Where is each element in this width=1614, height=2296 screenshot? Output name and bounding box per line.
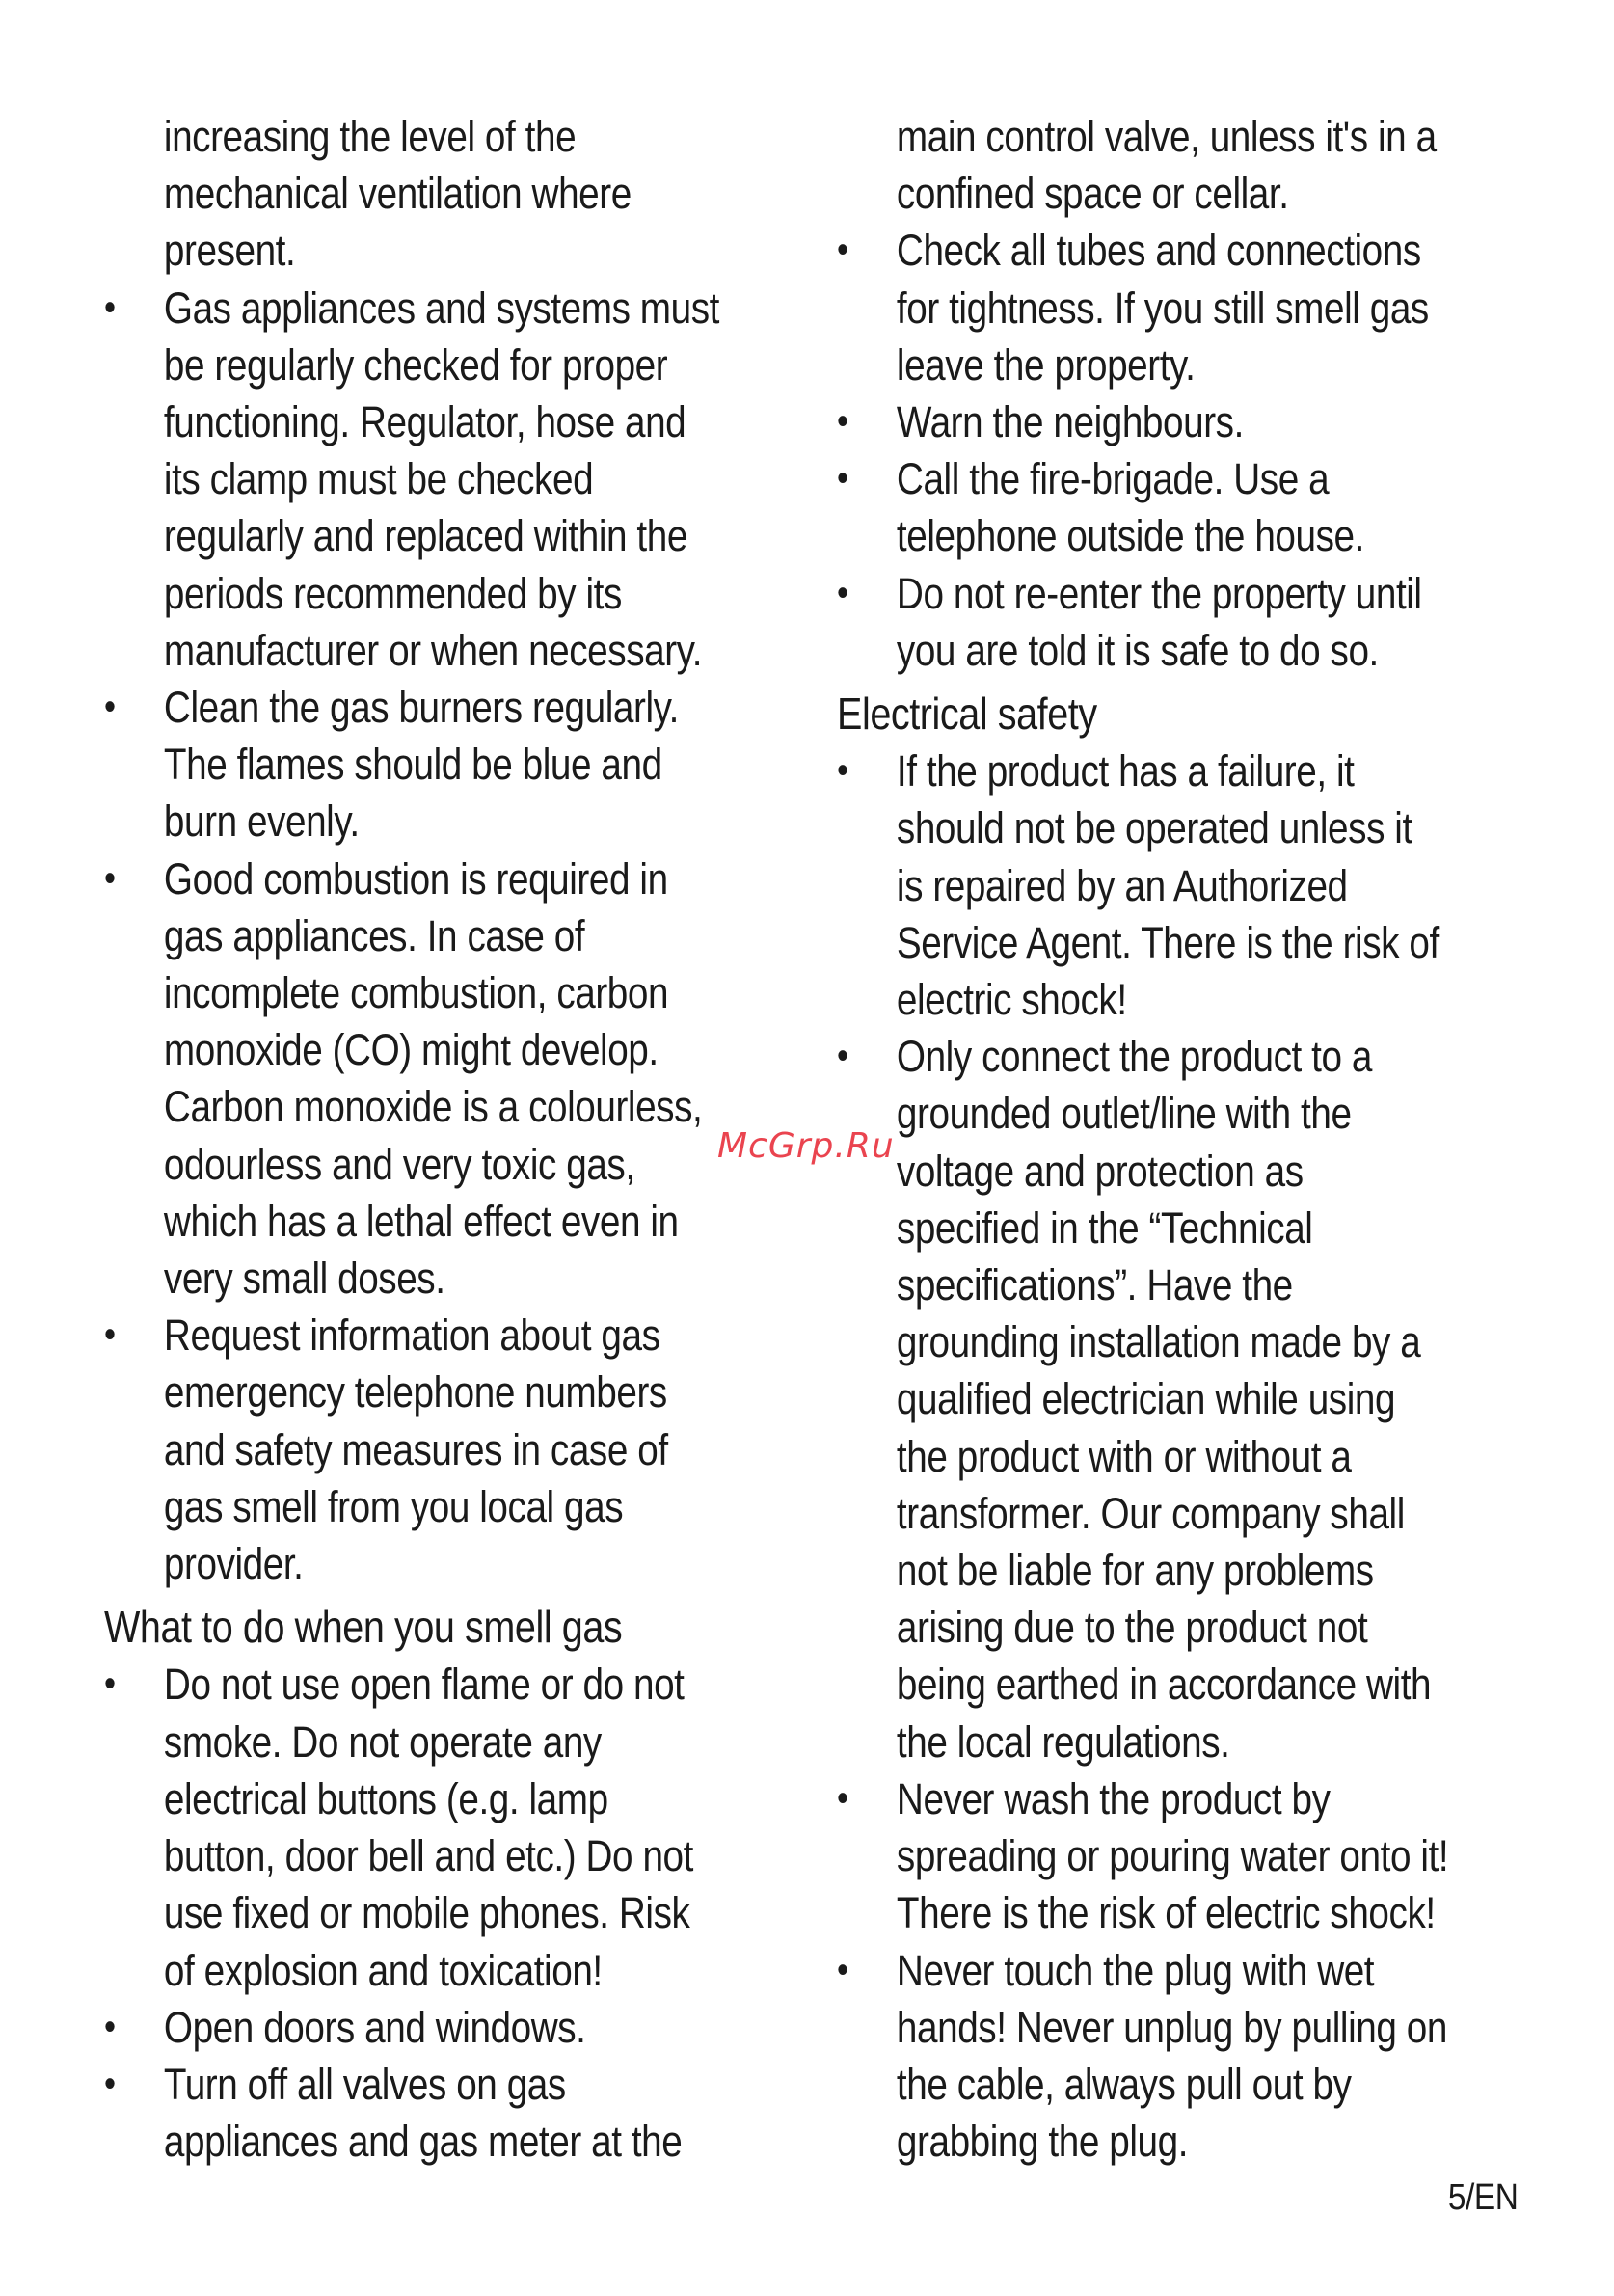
section-heading-smell-gas: What to do when you smell gas	[104, 1602, 623, 1653]
watermark: McGrp.Ru	[717, 1126, 895, 1166]
left-intro-text: increasing the level of the mechanical ventilation where present.	[163, 112, 632, 276]
bullet-icon: •	[837, 400, 848, 444]
list-item	[837, 1028, 1500, 1770]
list-item-text: Check all tubes and connections for tightness. If you still smell gas leave the property.	[896, 226, 1429, 390]
list-item-text: If the product has a failure, it should not be operated unless it is repaired by an Authorized Service Agent. There is the risk of electric shock!	[896, 746, 1439, 1025]
right-bullet-list	[837, 222, 1500, 679]
bullet-icon: •	[837, 571, 848, 614]
bullet-icon: •	[104, 856, 116, 900]
list-item	[837, 1770, 1500, 1942]
list-item-text: Good combustion is required in gas appliances. In case of incomplete combustion, carbon monoxide (CO) might develop. Carbon monoxide is a colourless, odourless and very toxic gas, which has a lethal effect even in very small doses.	[163, 853, 703, 1304]
list-item-text: Never touch the plug with wet hands! Never unplug by pulling on the cable, always pull out by grabbing the plug.	[896, 1945, 1447, 2167]
list-item	[837, 565, 1500, 679]
list-item	[837, 743, 1500, 1028]
list-item	[837, 1942, 1500, 2171]
list-item	[104, 1656, 759, 1998]
left-column	[104, 108, 759, 2170]
list-item	[837, 222, 1500, 393]
right-column	[837, 108, 1500, 2170]
bullet-icon: •	[104, 2062, 116, 2105]
list-item	[104, 1999, 759, 2056]
list-item-text: Clean the gas burners regularly. The flames should be blue and burn evenly.	[163, 683, 679, 847]
bullet-icon: •	[837, 749, 848, 793]
list-item	[837, 393, 1500, 450]
bullet-icon: •	[837, 457, 848, 500]
bullet-icon: •	[104, 1313, 116, 1357]
left-bullet-list	[104, 280, 759, 1593]
bullet-icon: •	[837, 1776, 848, 1820]
bullet-icon: •	[104, 1662, 116, 1706]
list-item	[104, 1307, 759, 1592]
bullet-icon: •	[104, 2005, 116, 2048]
list-item	[104, 280, 759, 679]
list-item-text: Do not use open flame or do not smoke. Do not operate any electrical buttons (e.g. lamp button, door bell and etc.) Do not use fixed or mobile phones. Risk of explosion and toxication!	[163, 1660, 693, 1995]
list-item-text: Call the fire-brigade. Use a telephone outside the house.	[896, 454, 1364, 561]
right-continued-text: main control valve, unless it's in a confined space or cellar.	[896, 112, 1437, 219]
bullet-icon: •	[837, 1948, 848, 1991]
bullet-icon: •	[104, 285, 116, 329]
list-item-text: Warn the neighbours.	[896, 397, 1244, 447]
smell-gas-bullet-list	[104, 1656, 759, 2170]
list-item-text: Request information about gas emergency telephone numbers and safety measures in case of gas smell from you local gas provider.	[163, 1310, 668, 1589]
list-item	[104, 2056, 759, 2170]
list-item	[104, 679, 759, 851]
section-heading-electrical-safety: Electrical safety	[837, 689, 1097, 740]
bullet-icon: •	[104, 686, 116, 729]
page-number: 5/EN	[1447, 2177, 1518, 2218]
list-item-text: Only connect the product to a grounded outlet/line with the voltage and protection as specified in the “Technical specifications”. Have the grounding installation made by a qualified electrician while using the product with or without a transformer. Our company shall not be liable for any problems arising due to the product not being earthed in accordance with the local regulations.	[896, 1032, 1432, 1767]
list-item-text: Open doors and windows.	[163, 2002, 586, 2052]
list-item	[837, 450, 1500, 564]
list-item-text: Never wash the product by spreading or pouring water onto it! There is the risk of electric shock!	[896, 1773, 1449, 1938]
bullet-icon: •	[837, 1035, 848, 1078]
electrical-bullet-list	[837, 743, 1500, 2170]
bullet-icon: •	[837, 229, 848, 272]
list-item-text: Gas appliances and systems must be regularly checked for proper functioning. Regulator, hose and its clamp must be checked regularly and replaced within the periods recommended by its manufacturer or when necessary.	[163, 283, 719, 675]
list-item-text: Do not re-enter the property until you are told it is safe to do so.	[896, 568, 1422, 675]
list-item-text: Turn off all valves on gas appliances and gas meter at the	[163, 2059, 683, 2167]
list-item	[104, 851, 759, 1308]
